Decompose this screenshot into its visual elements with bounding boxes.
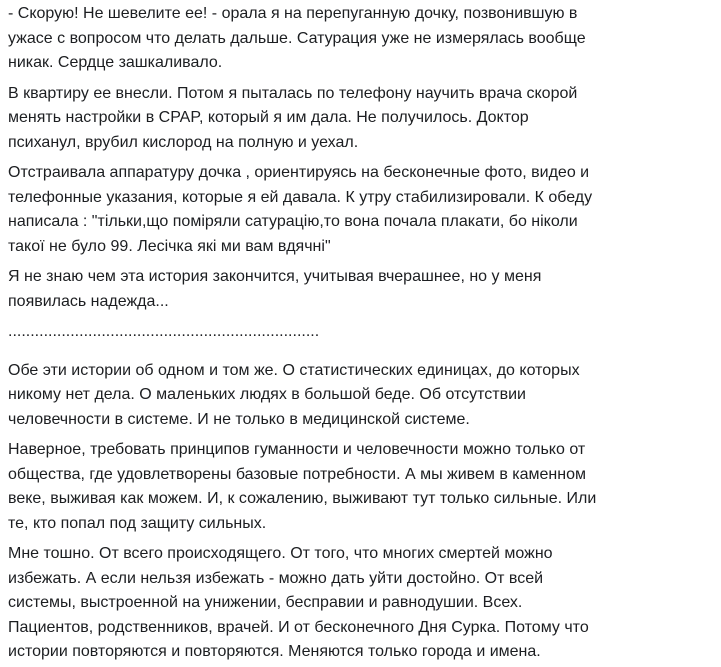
text-line: веке, выживая как можем. И, к сожалению, выживают тут только сильные. Или	[8, 490, 597, 507]
text-line: избежать. А если нельзя избежать - можно дать уйти достойно. От всей	[8, 569, 544, 587]
paragraph-apartment-cpap	[8, 82, 713, 156]
text-line: ......................................................................	[8, 323, 320, 340]
paragraph-ambulance-call	[8, 2, 713, 76]
text-line: Отстраивала аппаратуру дочка , ориентируясь на бесконечные фото, видео и	[8, 164, 590, 181]
text-line: никому нет дела. О маленьких людях в большой беде. Об отсутствии	[8, 386, 526, 403]
paragraph-both-stories	[8, 359, 713, 433]
text-line: написала : "тільки,що поміряли сатурацію,то вона почала плакати, бо ніколи	[8, 213, 578, 230]
text-line: те, кто попал под защиту сильных.	[8, 514, 267, 532]
paragraph-humanity	[8, 438, 713, 536]
text-line: Пациентов, родственников, врачей. И от бесконечного Дня Сурка. Потому что	[8, 618, 589, 636]
text-line: появилась надежда...	[8, 292, 169, 310]
paragraph-daughter-setup	[8, 161, 713, 259]
text-line: такої не було 99. Лесічка які ми вам вдячні"	[8, 237, 331, 255]
text-line: Наверное, требовать принципов гуманности и человечности можно только от	[8, 441, 586, 458]
paragraph-hope	[8, 265, 713, 314]
text-line: ужасе с вопросом что делать дальше. Сатурация уже не измерялась вообще	[8, 29, 586, 47]
text-line: общества, где удовлетворены базовые потребности. А мы живем в каменном	[8, 465, 586, 483]
text-line: истории повторяются и повторяются. Меняются только города и имена.	[8, 643, 541, 660]
text-line: психанул, врубил кислород на полную и уехал.	[8, 133, 359, 151]
text-line: системы, выстроенной на унижении, бесправии и равнодушии. Всех.	[8, 594, 523, 611]
text-line: Я не знаю чем эта история закончится, учитывая вчерашнее, но у меня	[8, 268, 542, 285]
text-line: Мне тошно. От всего происходящего. От того, что многих смертей можно	[8, 545, 553, 562]
text-line: В квартиру ее внесли. Потом я пыталась по телефону научить врача скорой	[8, 84, 578, 102]
text-line: Обе эти истории об одном и том же. О статистических единицах, до которых	[8, 361, 580, 379]
text-line: менять настройки в CPAP, который я им дала. Не получилось. Доктор	[8, 109, 529, 126]
text-line: человечности в системе. И не только в медицинской системе.	[8, 410, 470, 428]
paragraph-disgust	[8, 542, 713, 665]
text-line: никак. Сердце зашкаливало.	[8, 54, 223, 71]
text-line: - Скорую! Не шевелите ее! - орала я на перепуганную дочку, позвонившую в	[8, 5, 578, 22]
dotted-divider	[8, 320, 713, 345]
text-line: телефонные указания, которые я ей давала. К утру стабилизировали. К обеду	[8, 188, 593, 206]
